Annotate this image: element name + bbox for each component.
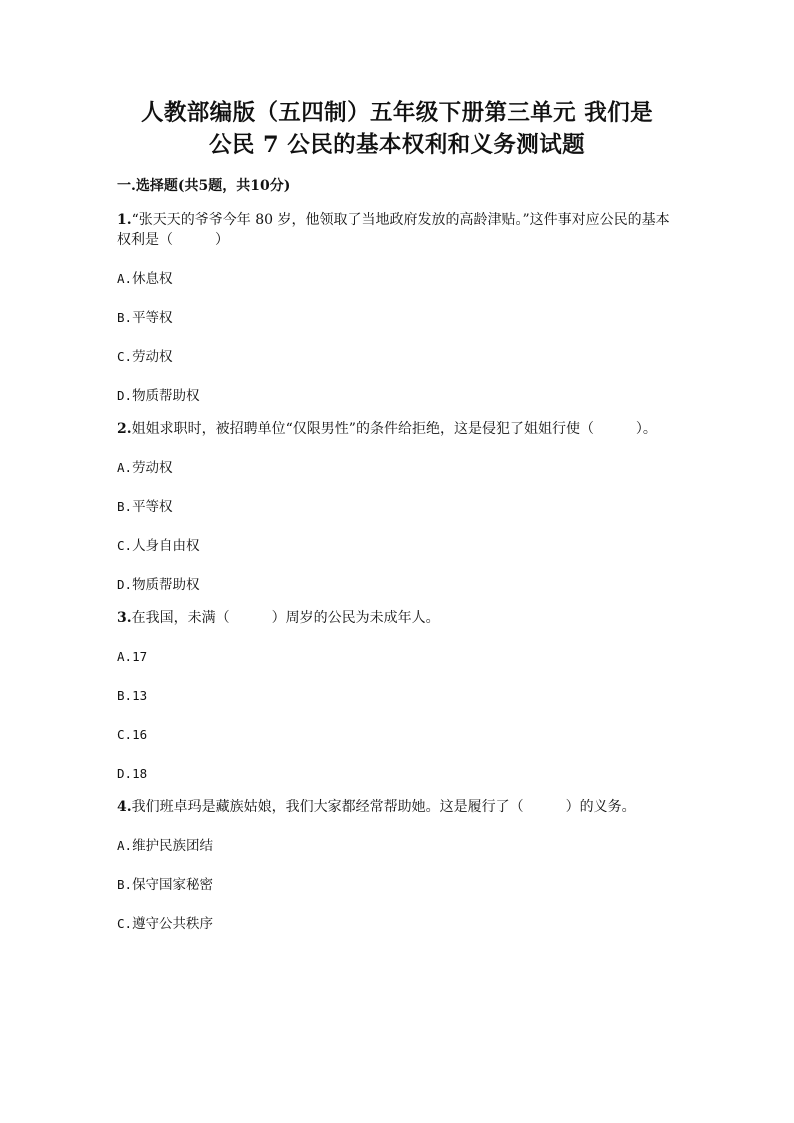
question-2-number: 2. <box>117 421 132 437</box>
section-heading: 一.选择题(共5题，共10分) <box>117 178 291 194</box>
question-2-option-d <box>117 575 677 595</box>
question-4-number: 4. <box>117 799 132 815</box>
question-1-option-b <box>117 308 677 328</box>
option-letter: D. <box>117 766 133 781</box>
question-3-number: 3. <box>117 610 132 626</box>
title-line-2: 公民 7 公民的基本权利和义务测试题 <box>208 132 586 158</box>
option-text: 16 <box>132 727 148 742</box>
option-letter: A. <box>117 649 133 664</box>
question-2-option-b <box>117 497 677 517</box>
question-2-stem <box>117 419 677 439</box>
question-2-text: 姐姐求职时，被招聘单位“仅限男性”的条件给拒绝，这是侵犯了姐姐行使（ ）。 <box>131 421 657 437</box>
question-3-option-b <box>117 686 677 706</box>
question-2 <box>117 419 677 595</box>
question-3-option-c <box>117 725 677 745</box>
option-letter: A. <box>117 271 133 286</box>
question-3-option-d <box>117 764 677 784</box>
question-4-option-a <box>117 836 677 856</box>
question-4 <box>117 797 677 934</box>
question-4-option-c <box>117 914 677 934</box>
question-2-option-a <box>117 458 677 478</box>
question-4-text: 我们班卓玛是藏族姑娘，我们大家都经常帮助她。这是履行了（ ）的义务。 <box>131 799 636 815</box>
question-3-stem <box>117 608 677 628</box>
option-letter: B. <box>117 499 133 514</box>
option-text: 劳动权 <box>132 349 173 365</box>
question-1-option-a <box>117 269 677 289</box>
option-text: 维护民族团结 <box>132 838 214 854</box>
option-letter: C. <box>117 349 133 364</box>
document-title <box>117 97 677 161</box>
option-letter: B. <box>117 877 133 892</box>
option-text: 保守国家秘密 <box>132 877 214 893</box>
option-letter: C. <box>117 727 133 742</box>
option-text: 遵守公共秩序 <box>132 916 214 932</box>
question-3-text: 在我国，未满（ ）周岁的公民为未成年人。 <box>131 610 440 626</box>
question-1 <box>117 210 677 406</box>
option-letter: D. <box>117 388 133 403</box>
option-text: 13 <box>132 688 148 703</box>
question-3-option-a <box>117 647 677 667</box>
option-letter: C. <box>117 916 133 931</box>
option-text: 平等权 <box>132 499 173 515</box>
question-1-text: “张天天的爷爷今年 80 岁，他领取了当地政府发放的高龄津贴。”这件事对应公民的基本权利是（ ） <box>117 212 670 248</box>
question-4-stem <box>117 797 677 817</box>
option-text: 休息权 <box>132 271 173 287</box>
option-letter: D. <box>117 577 133 592</box>
option-letter: A. <box>117 460 133 475</box>
option-letter: C. <box>117 538 133 553</box>
option-text: 人身自由权 <box>132 538 200 554</box>
title-line-1: 人教部编版（五四制）五年级下册第三单元 我们是 <box>140 100 654 126</box>
question-1-option-d <box>117 386 677 406</box>
option-letter: B. <box>117 688 133 703</box>
option-text: 物质帮助权 <box>132 388 200 404</box>
question-1-option-c <box>117 347 677 367</box>
question-3 <box>117 608 677 784</box>
option-text: 17 <box>132 649 148 664</box>
question-1-number: 1. <box>117 212 132 228</box>
question-1-stem <box>117 210 677 250</box>
option-letter: A. <box>117 838 133 853</box>
option-text: 平等权 <box>132 310 173 326</box>
option-letter: B. <box>117 310 133 325</box>
question-2-option-c <box>117 536 677 556</box>
question-4-option-b <box>117 875 677 895</box>
option-text: 物质帮助权 <box>132 577 200 593</box>
option-text: 18 <box>132 766 148 781</box>
option-text: 劳动权 <box>132 460 173 476</box>
